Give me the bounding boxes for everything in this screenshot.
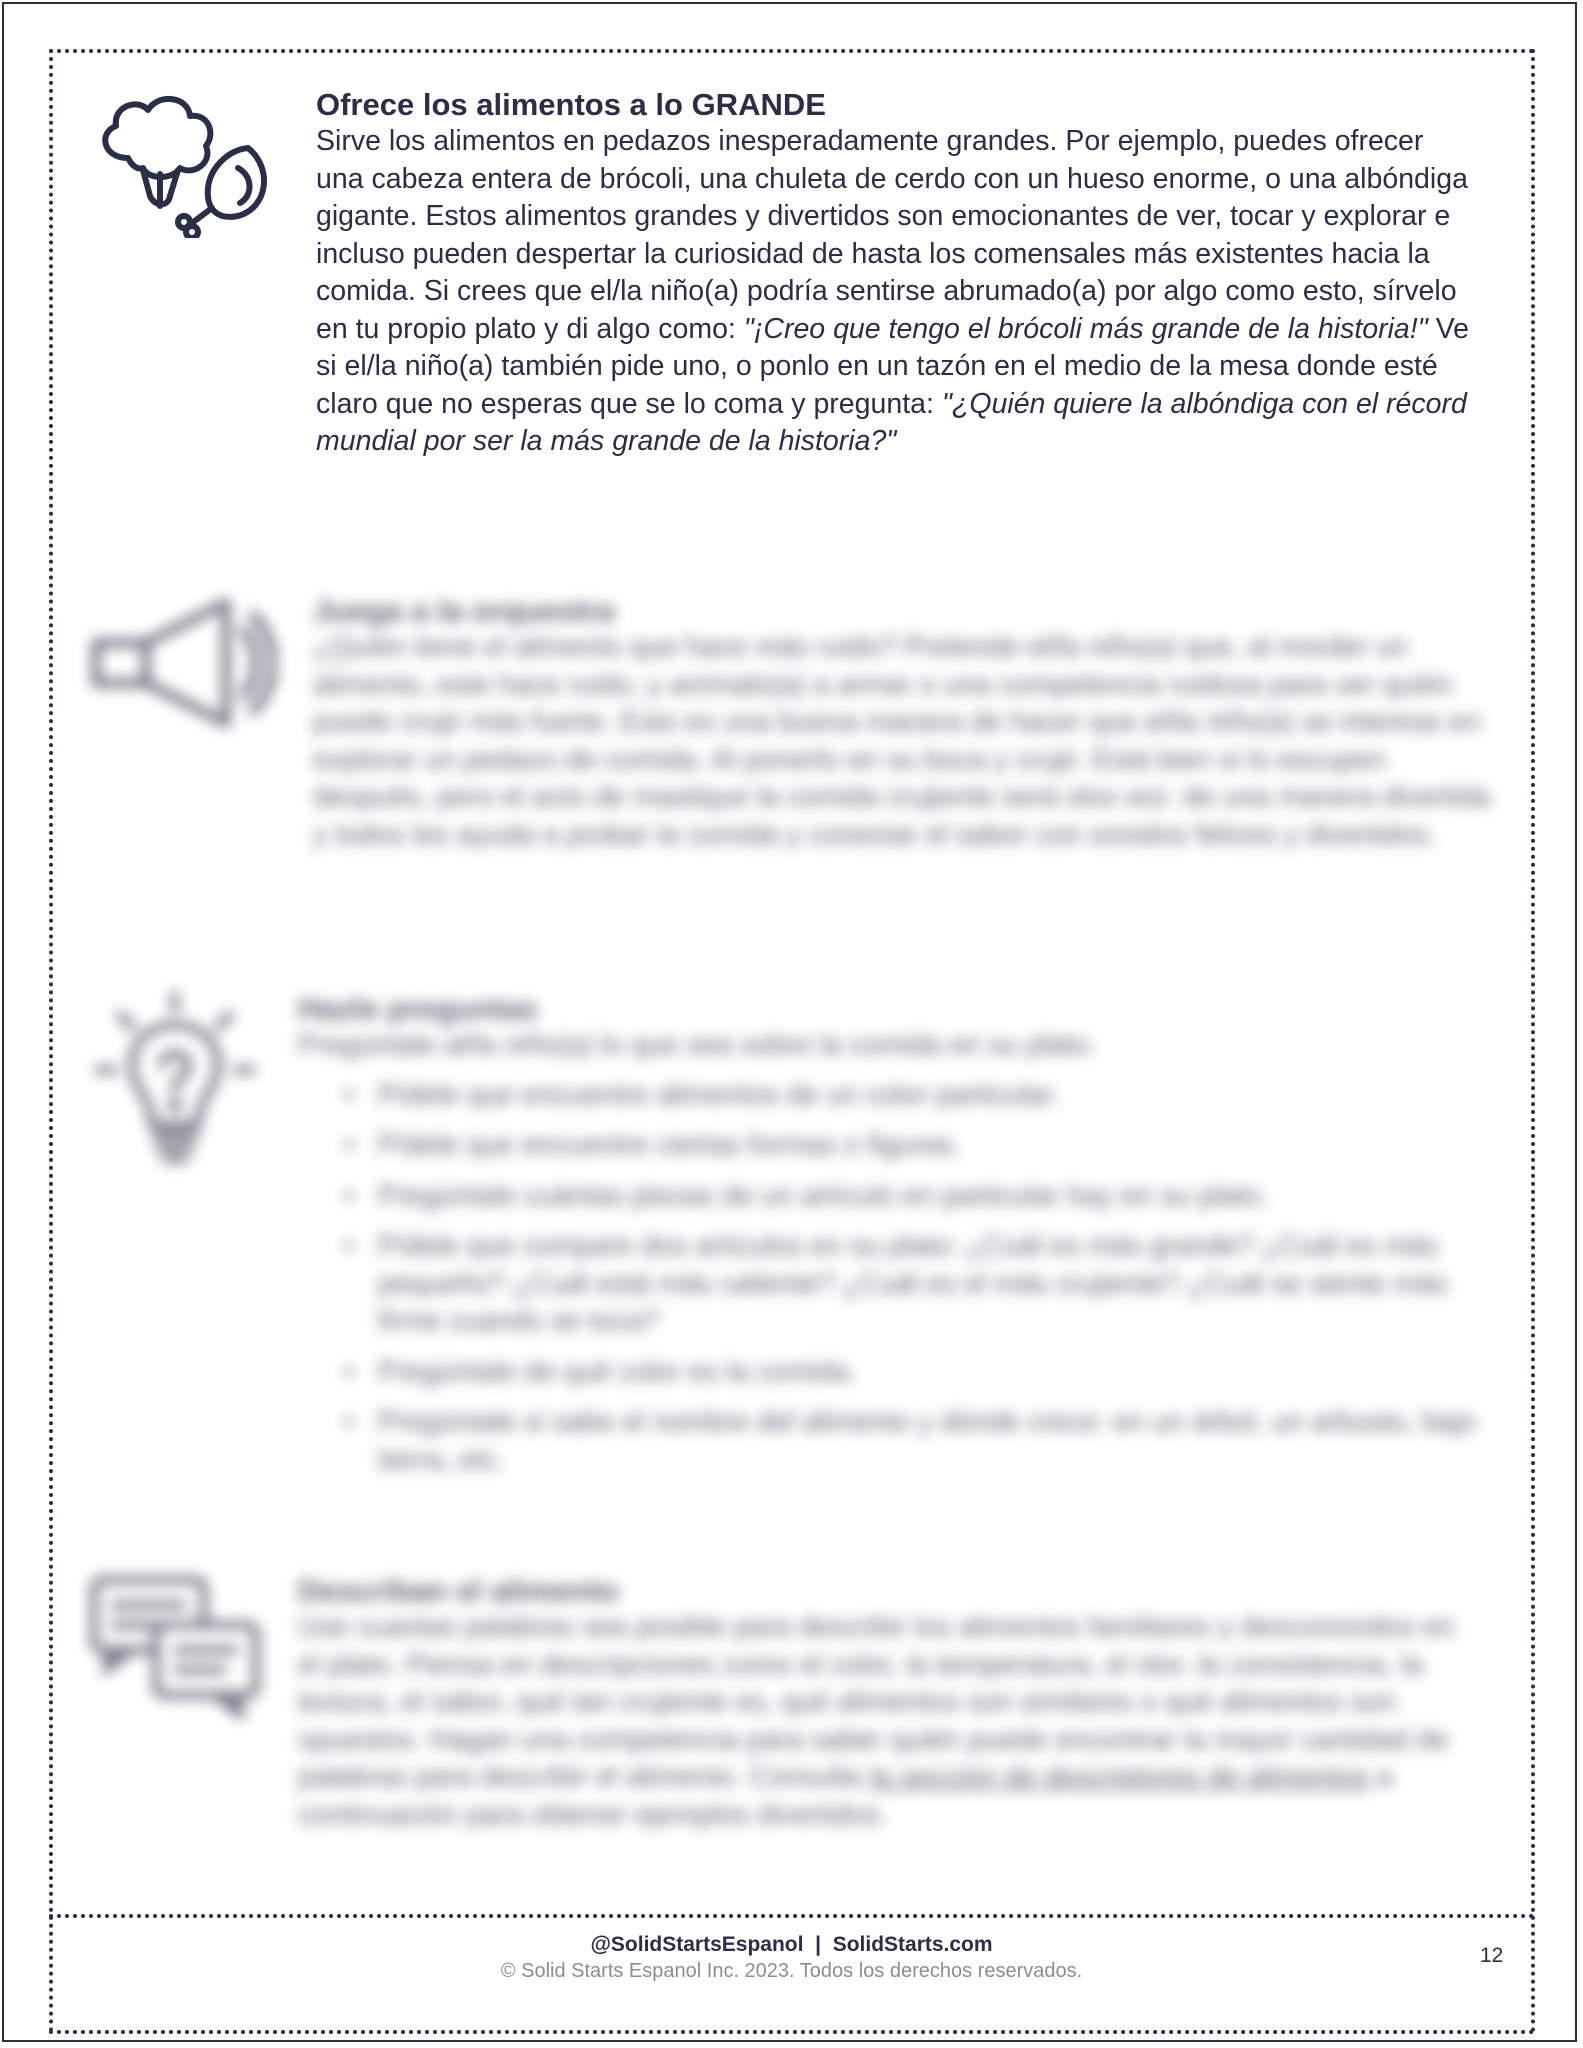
footer-links	[0, 1933, 1583, 1957]
website-link[interactable]: SolidStarts.com	[832, 1933, 993, 1956]
speech-bubbles-icon	[86, 1570, 266, 1720]
broccoli-drumstick-icon	[88, 88, 278, 238]
list-item: • Pídele que encuentre alimentos de un color particular.	[378, 1077, 1478, 1115]
list-item: • Pregúntale si sabe el nombre del alimento y dónde crece: en un árbol, un arbusto, bajo tierra, etc.	[378, 1404, 1478, 1479]
list-item: • Pídele que compare dos artículos en su plato: ¿Cuál es más grande? ¿Cuál es más pequeño? ¿Cuál está más caliente? ¿Cuál es el más crujiente? ¿Cuál se siente más firme cuando se toca?	[378, 1228, 1478, 1341]
food-descriptors-link[interactable]: la sección de descriptores de alimentos	[869, 1761, 1369, 1793]
section-title: Juega a la orquestra	[313, 593, 615, 628]
list-item: • Pregúntale de qué color es la comida.	[378, 1354, 1478, 1392]
section-orchestra	[313, 592, 1493, 854]
list-item: • Pídele que encuentre ciertas formas o figuras.	[378, 1127, 1478, 1165]
copyright-notice: © Solid Starts Espanol Inc. 2023. Todos los derechos reservados.	[500, 1960, 1083, 1982]
page-number: 12	[1480, 1944, 1504, 1967]
megaphone-icon	[86, 588, 276, 738]
section-title: Hazle preguntas	[298, 991, 538, 1026]
question-list	[298, 1077, 1478, 1480]
section-body: ¿Quién tiene el alimento que hace más ruido? Pretende el/la niño(a) que, al morder un alimento, este hace ruido, y anímalo(a) a armar o una competencia ruidosa para ver quién puede crujir más fuerte. Esto es una buena manera de hacer que el/la niño(a) se interese en explorar un pedazo de comida. Al ponerlo en su boca y crujir. Está bien si lo escupen después, pero el acto de mastique la comida crujiente será otra vez: de una manera divertida y todos les ayuda a probar la comida y conectar el sabor con sonidos felices y divertidos.	[313, 631, 1491, 851]
section-describe	[298, 1572, 1478, 1834]
section-intro: Pregúntale al/la niño(a) lo que sea sobre la comida en su plato.	[298, 1029, 1097, 1061]
section-big-foods	[316, 86, 1476, 461]
section-body: Use cuantas palabras sea posible para describir los alimentos familiares y desconocidos en el plato. Piensa en descripciones como el color, la temperatura, el olor, la consistencia, la textura, el sabor, qué tan crujiente es, qué alimentos son similares o qué alimentos son opuestos. Hagan una competencia para saber quién puede encontrar la mayor cantidad de palabras para describir el alimento. Consulta la sección de descriptores de alimentos a continuación para obtener ejemplos divertidos.	[298, 1611, 1455, 1831]
section-body: Sirve los alimentos en pedazos inesperadamente grandes. Por ejemplo, puedes ofrecer una cabeza entera de brócoli, una chuleta de cerdo con un hueso enorme, o una albóndiga gigante. Estos alimentos grandes y divertidos son emocionantes de ver, tocar y explorar e incluso pueden despertar la curiosidad de hasta los comensales más existentes hacia la comida. Si crees que el/la niño(a) podría sentirse abrumado(a) por algo como esto, sírvelo en tu propio plato y di algo como: "¡Creo que tengo el brócoli más grande de la historia!" Ve si el/la niño(a) también pide uno, o ponlo en un tazón en el medio de la mesa donde esté claro que no esperas que se lo coma y pregunta: "¿Quién quiere la albóndiga con el récord mundial por ser la más grande de la historia?"	[316, 125, 1470, 457]
footer-divider	[49, 1914, 1535, 1918]
section-title: Describan el alimento	[298, 1573, 619, 1608]
footer-separator: |	[815, 1933, 822, 1956]
social-handle: @SolidStartsEspanol	[590, 1933, 804, 1956]
section-title: Ofrece los alimentos a lo GRANDE	[316, 87, 826, 122]
lightbulb-question-icon	[90, 985, 260, 1175]
section-questions	[298, 990, 1478, 1492]
list-item: • Pregúntale cuántas piezas de un artículo en particular hay en su plato.	[378, 1178, 1478, 1216]
